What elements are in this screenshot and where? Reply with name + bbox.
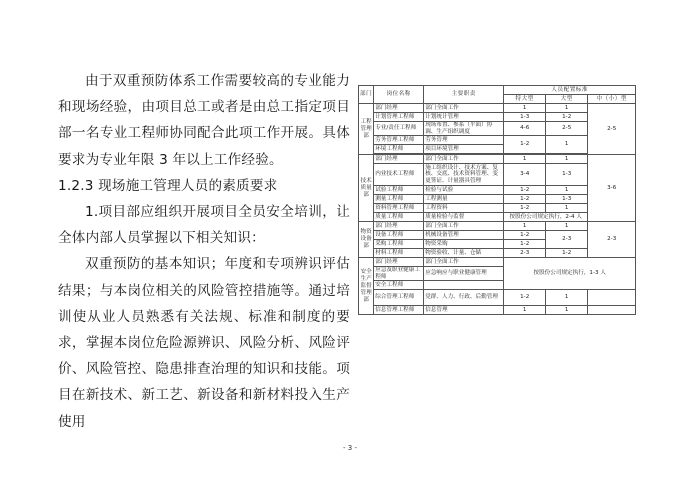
staffing-table-wrapper [358,85,636,315]
value-cell: 1 [546,186,588,195]
duty-cell: 计划统计管理 [424,113,504,122]
value-cell: 1-2 [546,249,588,258]
value-cell: 4-6 [504,122,546,136]
value-cell: 1-2 [504,240,546,249]
duty-cell: 检验与试验 [424,186,504,195]
value-cell: 1-2 [504,290,546,306]
header-dept: 部门 [359,86,374,104]
body-text-column [58,68,350,435]
table-row [359,258,636,267]
position-cell: 试验工程师 [374,186,424,195]
duty-cell: 应急响应与职业健康管理 [424,267,504,281]
duty-cell: 工程资料 [424,204,504,213]
value-cell: 1-2 [504,204,546,213]
value-cell: 1 [504,222,546,231]
position-cell: 内业技术工程师 [374,164,424,186]
value-cell: 1-3 [504,113,546,122]
value-cell-merged: 3-6 [588,155,636,222]
value-cell: 1 [504,306,546,315]
value-cell: 2-5 [546,122,588,136]
duty-cell: 施工组织设计、技术方案、复核、交底、技术资料管理、变更签证、计量器具管理 [424,164,504,186]
value-cell: 1-3 [546,164,588,186]
value-cell: 1-2 [546,113,588,122]
position-cell: 劳务管理工程师 [374,136,424,145]
value-cell-empty [588,290,636,306]
position-cell: 资料管理工程师 [374,204,424,213]
position-cell: 计划管理工程师 [374,113,424,122]
value-cell-empty [588,306,636,315]
value-cell-merged: 2-3 [588,222,636,258]
dept-cell-safety: 安全生产监督管理部 [359,258,374,315]
duty-cell: 项目环境管理 [424,145,504,154]
value-cell: 1-2 [504,231,546,240]
duty-cell: 部门全面工作 [424,258,504,267]
value-cell-merged: 2-3 [546,231,588,249]
header-duty: 主要职责 [424,86,504,104]
duty-cell: 部门全面工作 [424,155,504,164]
header-medium-small: 中（小）型 [588,95,636,104]
value-cell-merged: 按股份公司规定执行，2-4 人 [504,213,588,222]
value-cell: 1 [546,104,588,113]
table-row [359,155,636,164]
position-cell: 部门经理 [374,258,424,267]
position-cell: 信息管理工程师 [374,306,424,315]
position-cell: 设备工程师 [374,231,424,240]
value-cell: 1 [546,306,588,315]
value-cell: 1 [546,136,588,154]
value-cell: 1-2 [504,195,546,204]
duty-cell: 物资采购 [424,240,504,249]
position-cell: 专业/责任工程师 [374,122,424,136]
staffing-standard-table [358,85,636,315]
position-cell: 部门经理 [374,222,424,231]
duty-cell: 信息管理 [424,306,504,315]
value-cell: 1 [504,104,546,113]
paragraph-training-content: 双重预防的基本知识；年度和专项辨识评估结果；与本岗位相关的风险管控措施等。通过培训使从业人员熟悉有关法规、标准和制度的要求，掌握本岗位危险源辨识、风险分析、风险评价、风险管控、隐患排查治理的知识和技能。项目在新技术、新工艺、新设备和新材料投入生产使用 [58,256,350,430]
duty-cell: 劳务管理 [424,136,504,145]
duty-cell: 部门全面工作 [424,104,504,113]
header-staffing-standard: 人员配置标准 [504,86,636,95]
dept-cell-material: 物资设备部 [359,222,374,258]
position-cell: 测量工程师 [374,195,424,204]
position-cell: 应急及职业健康工程师 [374,267,424,281]
dept-cell-technical: 技术质量部 [359,155,374,222]
header-large: 大型 [546,95,588,104]
position-cell: 采购工程师 [374,240,424,249]
duty-cell: 现场布置、参系（平面）协调、生产组织调度 [424,122,504,136]
header-position: 岗位名称 [374,86,424,104]
table-row [359,290,636,306]
value-cell: 1 [546,204,588,213]
duty-cell: 质量检验与监督 [424,213,504,222]
duty-cell [424,281,504,290]
value-cell: 2-3 [504,249,546,258]
dept-cell-engineering: 工程管理部 [359,104,374,155]
value-cell: 1-2 [504,136,546,154]
value-cell: 1-2 [504,186,546,195]
value-cell: 1 [504,155,546,164]
duty-cell: 党群、人力、行政、后勤管理 [424,290,504,306]
table-row [359,222,636,231]
value-cell-merged: 2-5 [588,104,636,155]
value-cell: 1 [546,155,588,164]
position-cell: 安全工程师 [374,281,424,290]
table-row [359,104,636,113]
value-cell: 1 [546,222,588,231]
position-cell: 部门经理 [374,104,424,113]
position-cell: 材料工程师 [374,249,424,258]
position-cell: 综合管理工程师 [374,290,424,306]
paragraph-training-requirement: 1.项目部应组织开展项目全员安全培训，让全体内部人员掌握以下相关知识： [58,204,350,247]
position-cell: 环境工程师 [374,145,424,154]
value-cell: 1-3 [546,195,588,204]
position-cell: 质量工程师 [374,213,424,222]
table-row [359,306,636,315]
page-number: - 3 - [343,444,357,452]
value-cell: 3-4 [504,164,546,186]
duty-cell: 物资验收、计量、仓储 [424,249,504,258]
duty-cell: 机械设备管理 [424,231,504,240]
value-cell-merged: 按股份公司规定执行，1-3 人 [504,258,636,290]
value-cell: 1 [546,290,588,306]
section-heading-1-2-3: 1.2.3 现场施工管理人员的素质要求 [58,177,278,194]
position-cell: 部门经理 [374,155,424,164]
paragraph-dual-prevention-staffing: 由于双重预防体系工作需要较高的专业能力和现场经验，由项目总工或者是由总工指定项目部一名专业工程师协同配合此项工作开展。具体要求为专业年限 3 年以上工作经验。 [58,73,350,168]
header-special-large: 特大型 [504,95,546,104]
duty-cell: 工程测量 [424,195,504,204]
duty-cell: 部门全面工作 [424,222,504,231]
